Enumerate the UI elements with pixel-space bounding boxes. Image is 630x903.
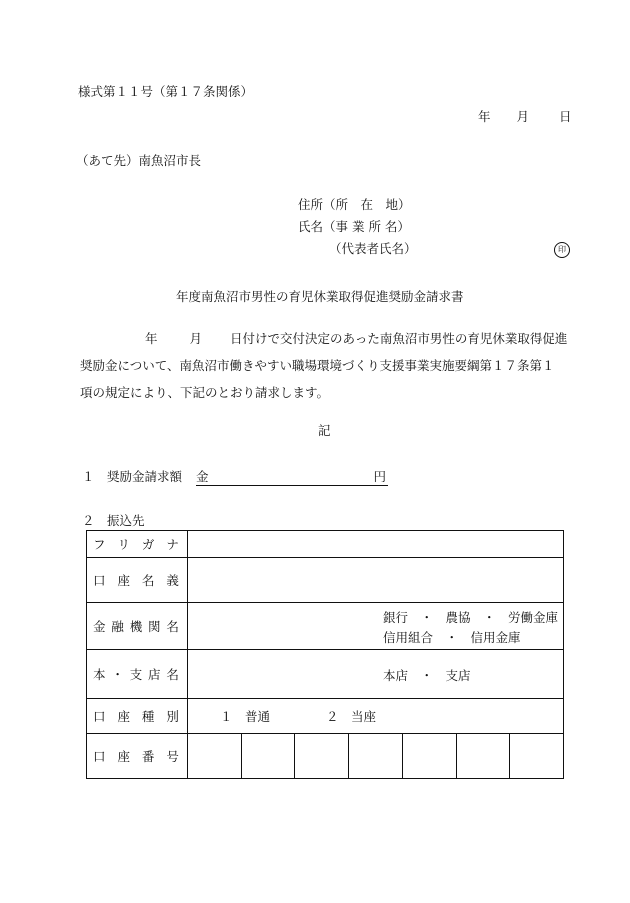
furigana-label-text-char: リ (117, 537, 131, 552)
name-label: 氏名（事 業 所 名） (298, 219, 410, 234)
body-line-1-text: 日付けで交付決定のあった南魚沼市男性の育児休業取得促進 (230, 331, 568, 346)
branch-label-text-char: 名 (166, 667, 179, 682)
account-number-label-text-char: 口 (93, 749, 106, 764)
branch-label-text-char: ・ (111, 667, 124, 682)
account-type-field[interactable] (188, 699, 564, 734)
bank-options-line-2: 信用組合 ・ 信用金庫 (383, 630, 521, 645)
account-type-label-text (93, 707, 179, 725)
date-year: 年 (478, 109, 491, 124)
amount-suffix: 円 (373, 469, 386, 484)
bank-account-table (86, 530, 564, 779)
account-number-digit-7[interactable] (510, 734, 564, 779)
account-type-option-2[interactable]: ２ 当座 (326, 709, 377, 724)
row-branch (87, 650, 564, 699)
date-month: 月 (516, 109, 530, 124)
body-line-3: 項の規定により、下記のとおり請求します。 (80, 385, 330, 400)
account-name-label-text (93, 571, 179, 589)
row-bank (87, 603, 564, 650)
account-type-option-1[interactable]: １ 普通 (220, 709, 271, 724)
branch-label-text (93, 665, 179, 683)
body-year: 年 (145, 331, 158, 346)
bank-label-text-char: 関 (148, 619, 161, 634)
account-type-label-text-char: 口 (93, 709, 106, 724)
branch-options: 本店 ・ 支店 (383, 668, 471, 683)
account-number-label-text-char: 号 (166, 749, 179, 764)
furigana-label (87, 531, 188, 558)
amount-prefix: 金 (196, 469, 209, 484)
account-number-digit-5[interactable] (402, 734, 456, 779)
branch-label-text-char: 店 (148, 667, 161, 682)
account-type-label-text-char: 別 (166, 709, 179, 724)
body-paragraph (80, 325, 570, 406)
amount-field[interactable] (196, 467, 388, 486)
representative-label: （代表者氏名） (329, 241, 417, 256)
account-type-label-text-char: 種 (141, 709, 155, 724)
account-number-label-text-char: 番 (141, 749, 155, 764)
account-name-label-text-char: 座 (117, 573, 131, 588)
bank-options-line-1: 銀行 ・ 農協 ・ 労働金庫 (383, 610, 559, 625)
body-line-2: 奨励金について、南魚沼市働きやすい職場環境づくり支援事業実施要綱第１７条第１ (80, 358, 555, 373)
body-line-1 (80, 325, 570, 352)
bank-field[interactable] (188, 603, 564, 650)
bank-label-text-char: 金 (93, 619, 106, 634)
date-line (478, 107, 572, 125)
item-2-label: ２ 振込先 (82, 513, 145, 528)
account-number-label (87, 734, 188, 779)
ki-heading: 記 (318, 423, 331, 438)
addressee: （あて先）南魚沼市長 (76, 153, 202, 168)
furigana-label-text-char: ガ (141, 537, 155, 552)
account-number-digit-1[interactable] (188, 734, 242, 779)
branch-label (87, 650, 188, 699)
account-number-label-text-char: 座 (117, 749, 131, 764)
account-name-label-text-char: 口 (93, 573, 106, 588)
address-label: 住所（所 在 地） (298, 197, 411, 212)
form-number: 様式第１１号（第１７条関係） (78, 84, 254, 99)
branch-label-text-char: 支 (129, 667, 143, 682)
furigana-label-text-char: ナ (166, 537, 179, 552)
date-day: 日 (559, 109, 572, 124)
body-month: 月 (189, 331, 203, 346)
item-1-label: １ 奨励金請求額 (82, 469, 183, 484)
furigana-field[interactable] (188, 531, 564, 558)
account-type-label-text-char: 座 (117, 709, 131, 724)
account-name-label (87, 558, 188, 603)
seal-icon: 印 (554, 242, 570, 258)
branch-options-wrap (188, 650, 563, 698)
bank-label-text (93, 617, 179, 635)
row-account-type (87, 699, 564, 734)
branch-label-text-char: 本 (93, 667, 106, 682)
account-number-digit-3[interactable] (295, 734, 349, 779)
account-name-field[interactable] (188, 558, 564, 603)
bank-options (188, 603, 563, 649)
row-account-name (87, 558, 564, 603)
account-number-digit-4[interactable] (349, 734, 403, 779)
account-name-label-text-char: 義 (166, 573, 179, 588)
account-number-digit-2[interactable] (241, 734, 295, 779)
furigana-label-text (93, 535, 179, 553)
seal-mark (554, 240, 570, 258)
row-account-number (87, 734, 564, 779)
branch-field[interactable] (188, 650, 564, 699)
account-type-label (87, 699, 188, 734)
account-number-label-text (93, 747, 179, 765)
row-furigana (87, 531, 564, 558)
bank-label-text-char: 融 (111, 619, 124, 634)
bank-label (87, 603, 188, 650)
document-title: 年度南魚沼市男性の育児休業取得促進奨励金請求書 (176, 289, 464, 304)
bank-label-text-char: 機 (129, 619, 143, 634)
account-name-label-text-char: 名 (141, 573, 155, 588)
bank-label-text-char: 名 (166, 619, 179, 634)
account-number-digit-6[interactable] (456, 734, 510, 779)
furigana-label-text-char: フ (93, 537, 106, 552)
